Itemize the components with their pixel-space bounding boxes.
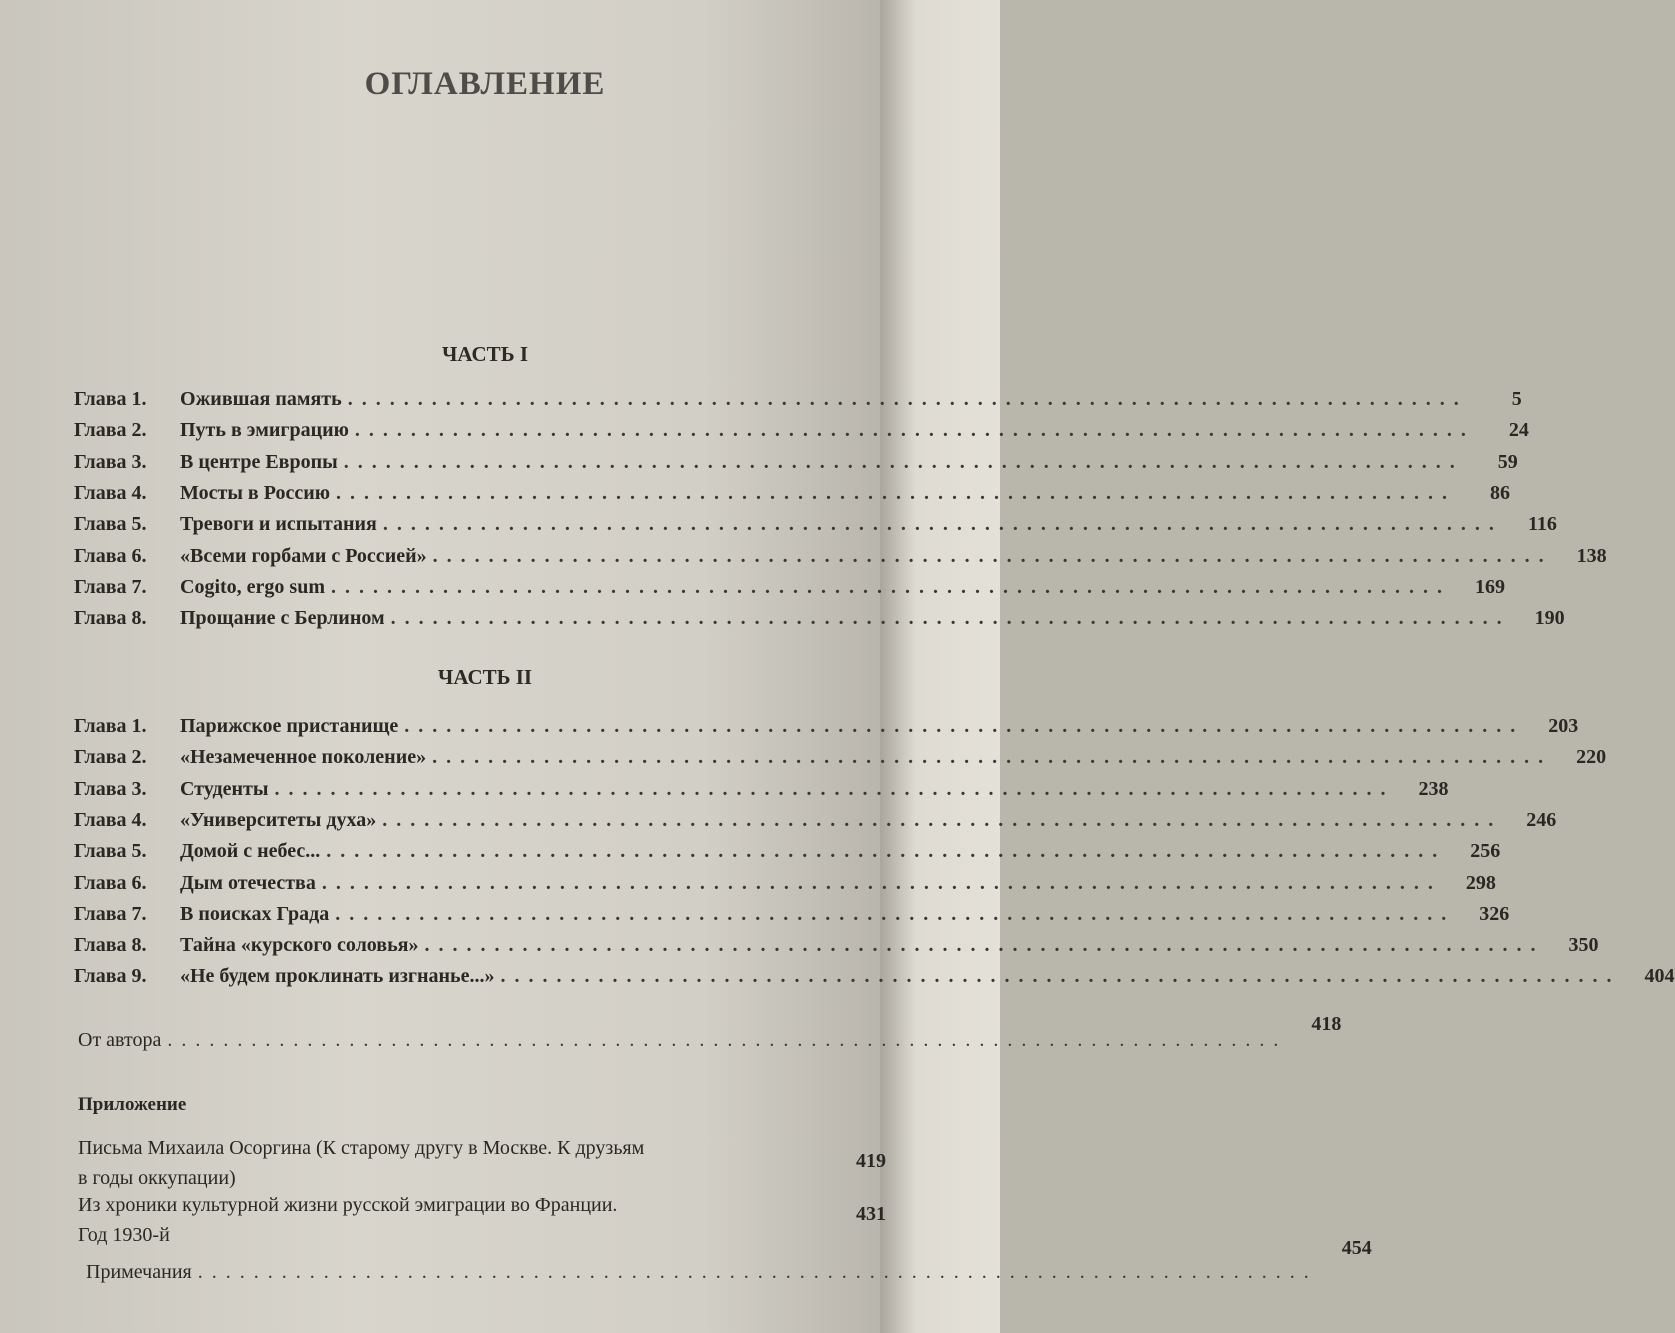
chapter-title: «Университеты духа» [180,808,377,831]
chapter-page: 86 [1490,481,1511,504]
toc-entry[interactable] [74,575,1505,602]
chapter-number: Глава 3. [74,450,147,473]
chapter-number: Глава 4. [74,808,147,831]
toc-entry[interactable] [74,902,1510,929]
chapter-title: Парижское пристанище [180,715,399,737]
toc-entry[interactable] [74,544,1607,571]
chapter-page: 138 [1576,544,1607,567]
entry-page: 454 [1341,1237,1372,1259]
toc-entry[interactable] [74,715,1579,741]
chapter-page: 238 [1418,777,1449,800]
chapter-page: 246 [1526,808,1557,831]
chapter-number: Глава 3. [74,777,147,800]
appendix-item-line1: Из хроники культурной жизни русской эмиграции во Франции. [78,1194,618,1216]
leader-dots: ................................................................................ [167,1029,1288,1051]
chapter-number: Глава 8. [74,607,147,630]
chapter-title: В поисках Града [180,902,330,925]
chapter-title: В центре Европы [180,450,338,473]
chapter-page: 326 [1479,902,1510,925]
chapter-number: Глава 7. [74,902,147,925]
appendix-item-line2: в годы оккупации) [78,1167,236,1189]
chapter-title: Мосты в Россию [180,481,331,504]
appendix-item-letters-page: 419 [856,1150,886,1172]
chapter-page: 24 [1508,419,1529,442]
entry-page: 418 [1311,1013,1342,1035]
chapter-page: 5 [1511,388,1522,410]
toc-entry[interactable] [74,777,1449,804]
chapter-title: Студенты [180,777,269,800]
appendix-item-line2: Год 1930-й [78,1224,170,1246]
leader-dots: ................................................................................ [354,419,1475,442]
leader-dots: ................................................................................ [432,746,1553,769]
chapter-title: Тайна «курского соловья» [180,934,419,957]
toc-entry[interactable] [74,746,1607,772]
leader-dots: ................................................................................ [382,513,1503,536]
appendix-item-letters[interactable] [78,1133,828,1193]
toc-entry[interactable] [74,513,1557,539]
toc-entry[interactable] [74,419,1529,445]
chapter-number: Глава 4. [74,481,147,504]
chapter-title: Cogito, ergo sum [180,575,325,598]
chapter-page: 350 [1568,934,1599,957]
chapter-title: Домой с небес... [180,840,321,863]
chapter-title: «Незамеченное поколение» [180,746,427,769]
chapter-number: Глава 1. [74,715,147,737]
toc-entry[interactable] [74,607,1565,633]
toc-entry[interactable] [74,934,1599,960]
toc-entry[interactable] [74,481,1511,508]
appendix-item-line1: Письма Михаила Осоргина (К старому другу в Москве. К друзьям [78,1137,645,1159]
part-2-heading: ЧАСТЬ II [437,665,533,689]
chapter-page: 298 [1465,871,1496,894]
leader-dots: ................................................................................ [382,808,1503,831]
chapter-number: Глава 7. [74,575,147,598]
toc-entry-notes[interactable] [86,1237,1372,1287]
chapter-number: Глава 6. [74,871,147,894]
chapter-number: Глава 2. [74,419,147,442]
toc-entry[interactable] [74,450,1518,477]
chapter-page: 404 [1644,965,1675,988]
chapter-page: 203 [1548,715,1579,737]
chapter-page: 256 [1470,840,1501,863]
leader-dots: ................................................................................ [404,715,1525,737]
toc-entry-author[interactable] [78,1013,1342,1055]
chapter-page: 116 [1527,513,1557,536]
chapter-title: Дым отечества [180,871,316,894]
chapter-number: Глава 5. [74,840,147,863]
part-1-heading: ЧАСТЬ I [441,342,528,366]
leader-dots: ................................................................................ [197,1261,1318,1283]
toc-title: ОГЛАВЛЕНИЕ [364,66,606,102]
chapter-title: Ожившая память [180,388,342,410]
chapter-number: Глава 6. [74,544,147,567]
chapter-title: «Всеми горбами с Россией» [180,544,427,567]
leader-dots: ................................................................................ [424,934,1545,957]
leader-dots: ................................................................................ [432,544,1553,567]
entry-title: От автора [78,1029,162,1051]
appendix-heading: Приложение [78,1094,187,1115]
leader-dots: ................................................................................ [347,388,1468,410]
chapter-page: 190 [1534,607,1565,630]
chapter-number: Глава 9. [74,965,147,988]
chapter-title: Тревоги и испытания [180,513,377,536]
chapter-title: Прощание с Берлином [180,607,385,630]
toc-entry[interactable] [74,871,1496,898]
entry-title: Примечания [86,1261,192,1283]
toc-entry[interactable] [74,808,1557,835]
chapter-number: Глава 5. [74,513,147,536]
toc-entry[interactable] [74,965,1675,991]
leader-dots: ................................................................................ [321,871,1442,894]
leader-dots: ................................................................................ [335,902,1456,925]
chapter-number: Глава 2. [74,746,147,769]
leader-dots: ................................................................................ [343,450,1464,473]
toc-entry[interactable] [74,388,1522,414]
chapter-number: Глава 1. [74,388,147,410]
leader-dots: ................................................................................ [500,965,1621,988]
leader-dots: ................................................................................ [336,481,1457,504]
leader-dots: ................................................................................ [326,840,1447,863]
chapter-page: 169 [1474,575,1505,598]
leader-dots: ................................................................................ [274,777,1395,800]
appendix-item-chronicle-page: 431 [856,1203,886,1225]
leader-dots: ................................................................................ [330,575,1451,598]
toc-entry[interactable] [74,840,1501,866]
chapter-number: Глава 8. [74,934,147,957]
leader-dots: ................................................................................ [390,607,1511,630]
chapter-page: 59 [1497,450,1518,473]
chapter-page: 220 [1576,746,1607,769]
appendix-item-chronicle[interactable] [78,1190,828,1250]
chapter-title: «Не будем проклинать изгнанье...» [180,965,495,988]
chapter-title: Путь в эмиграцию [180,419,349,442]
